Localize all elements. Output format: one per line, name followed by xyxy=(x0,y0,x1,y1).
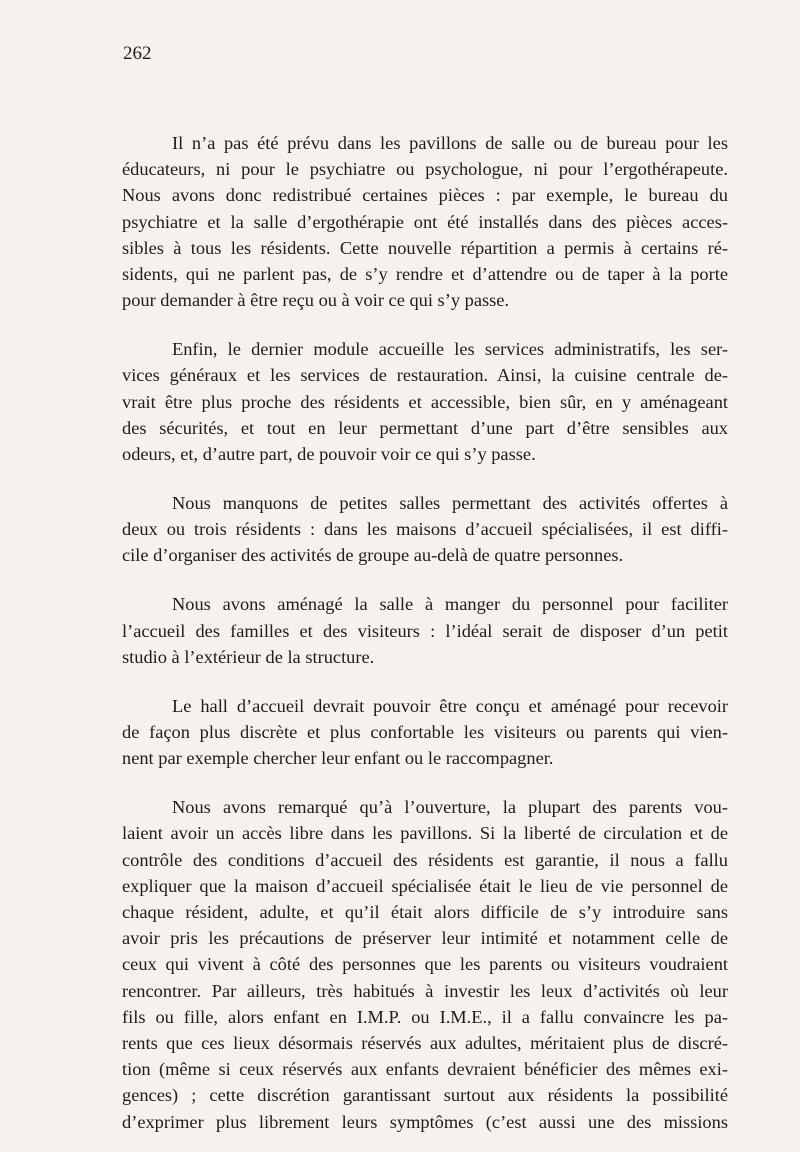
text-line: sidents, qui ne parlent pas, de s’y rendre et d’attendre ou de taper à la porte xyxy=(122,264,728,285)
text-line: avoir pris les précautions de préserver leur intimité et notamment celle de xyxy=(122,928,728,949)
text-line: sibles à tous les résidents. Cette nouvelle répartition a permis à certains ré- xyxy=(122,237,728,258)
paragraph xyxy=(122,693,728,772)
text-line: cile d’organiser des activités de groupe au-delà de quatre personnes. xyxy=(122,545,624,566)
text-line: rents que ces lieux désormais réservés aux adultes, méritaient plus de discré- xyxy=(122,1033,728,1054)
text-line: des sécurités, et tout en leur permettant d’une part d’être sensibles aux xyxy=(122,417,728,438)
text-line: vrait être plus proche des résidents et accessible, bien sûr, en y aménageant xyxy=(122,391,728,412)
text-line: d’exprimer plus librement leurs symptômes (c’est aussi une des missions xyxy=(122,1111,728,1132)
text-line: Nous manquons de petites salles permettant des activités offertes à xyxy=(172,493,728,514)
text-line: tion (même si ceux réservés aux enfants devraient bénéficier des mêmes exi- xyxy=(122,1059,728,1080)
text-line: deux ou trois résidents : dans les maisons d’accueil spécialisées, il est diffi- xyxy=(122,519,728,540)
text-line: contrôle des conditions d’accueil des résidents est garantie, il nous a fallu xyxy=(122,849,728,870)
text-line: fils ou fille, alors enfant en I.M.P. ou I.M.E., il a fallu convaincre les pa- xyxy=(122,1006,728,1027)
paragraph xyxy=(122,336,728,467)
paragraph xyxy=(122,130,728,313)
text-line: vices généraux et les services de restauration. Ainsi, la cuisine centrale de- xyxy=(122,365,728,386)
paragraph xyxy=(122,794,728,1135)
text-line: ceux qui vivent à côté des personnes que les parents ou visiteurs voudraient xyxy=(122,954,728,975)
text-line: chaque résident, adulte, et qu’il était alors difficile de s’y introduire sans xyxy=(122,902,728,923)
text-line: odeurs, et, d’autre part, de pouvoir voir ce qui s’y passe. xyxy=(122,444,536,465)
text-line: Le hall d’accueil devrait pouvoir être conçu et aménagé pour recevoir xyxy=(172,695,728,716)
page-number: 262 xyxy=(123,43,152,64)
body-text xyxy=(122,130,728,1152)
text-line: Il n’a pas été prévu dans les pavillons de salle ou de bureau pour les xyxy=(172,133,728,153)
text-line: rencontrer. Par ailleurs, très habitués à investir les leux d’activités où leur xyxy=(122,980,728,1001)
text-line: nent par exemple chercher leur enfant ou le raccompagner. xyxy=(122,748,554,769)
text-line: Nous avons remarqué qu’à l’ouverture, la plupart des parents vou- xyxy=(172,797,728,818)
text-line: psychiatre et la salle d’ergothérapie ont été installés dans des pièces acces- xyxy=(122,211,728,232)
paragraph xyxy=(122,591,728,670)
text-line: studio à l’extérieur de la structure. xyxy=(122,646,375,667)
text-line: laient avoir un accès libre dans les pavillons. Si la liberté de circulation et de xyxy=(122,823,728,844)
text-line: pour demander à être reçu ou à voir ce qui s’y passe. xyxy=(122,290,510,311)
text-line: Enfin, le dernier module accueille les services administratifs, les ser- xyxy=(172,339,728,360)
text-line: Nous avons aménagé la salle à manger du personnel pour faciliter xyxy=(172,594,728,615)
text-line: gences) ; cette discrétion garantissant surtout aux résidents la possibilité xyxy=(122,1085,728,1106)
text-line: de façon plus discrète et plus confortable les visiteurs ou parents qui vien- xyxy=(122,722,728,743)
paragraph xyxy=(122,490,728,569)
text-line: Nous avons donc redistribué certaines pièces : par exemple, le bureau du xyxy=(122,185,728,206)
text-line: l’accueil des familles et des visiteurs : l’idéal serait de disposer d’un petit xyxy=(122,620,728,641)
text-line: éducateurs, ni pour le psychiatre ou psychologue, ni pour l’ergothérapeute. xyxy=(122,159,728,180)
text-line: expliquer que la maison d’accueil spécialisée était le lieu de vie personnel de xyxy=(122,875,728,896)
